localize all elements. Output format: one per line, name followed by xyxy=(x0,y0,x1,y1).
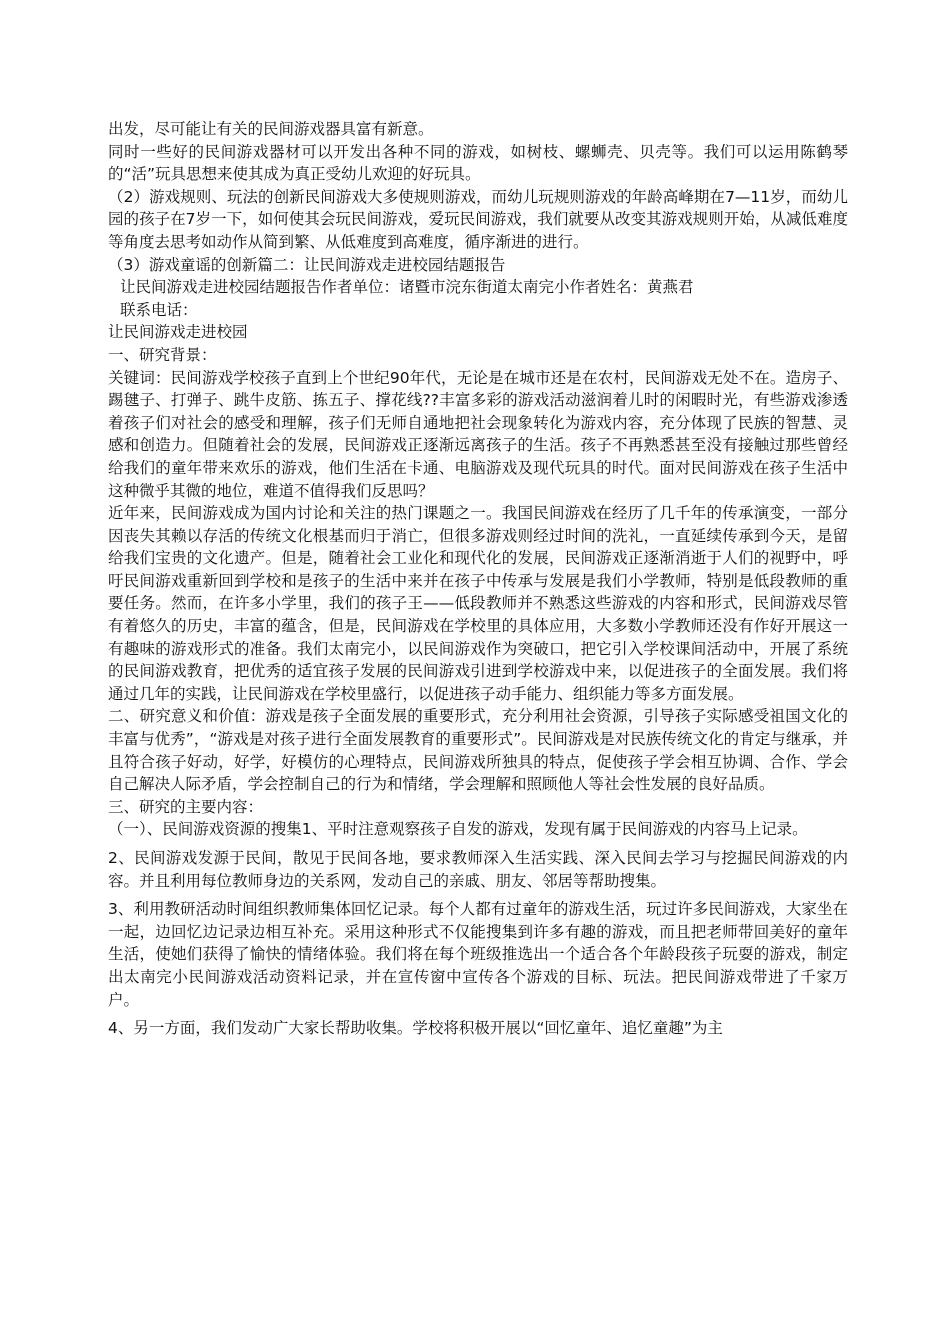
paragraph-continuation: 出发，尽可能让有关的民间游戏器具富有新意。 xyxy=(108,120,434,138)
paragraph-collection-item-3: 3、利用教研活动时间组织教师集体回忆记录。每个人都有过童年的游戏生活，玩过许多民间游戏，大家坐在一起，边回忆边记录边相互补充。采用这种形式不仅能搜集到许多有趣的游戏，而且把老师带回美好的童年生活，使她们获得了愉快的情绪体验。我们将在每个班级推选出一个适合各个年龄段孩子玩耍的游戏，制定出太南完小民间游戏活动资料记录，并在宣传窗中宣传各个游戏的目标、玩法。把民间游戏带进了千家万户。 xyxy=(108,900,848,1009)
section-main-content-heading: 三、研究的主要内容： xyxy=(108,797,264,816)
paragraph-collection-item-4: 4、另一方面，我们发动广大家长帮助收集。学校将积极开展以“回忆童年、追忆童趣”为主 xyxy=(108,1019,723,1038)
paragraph-keywords-background: 关键词：民间游戏学校孩子直到上个世纪90年代，无论是在城市还是在农村，民间游戏无处不在。造房子、踢毽子、打弹子、跳牛皮筋、拣五子、撑花线??丰富多彩的游戏活动滋润着儿时的闲暇时光，有些游戏渗透着孩子们对社会的感受和理解，孩子们无师自通地把社会现象转化为游戏内容，充分体现了民族的智慧、灵感和创造力。但随着社会的发展，民间游戏正逐渐远离孩子的生活。孩子不再熟悉甚至没有接触过那些曾经给我们的童年带来欢乐的游戏，他们生活在卡通、电脑游戏及现代玩具的时代。面对民间游戏在孩子生活中这种微乎其微的地位，难道不值得我们反思吗？ xyxy=(108,368,848,500)
paragraph-collection-item-2: 2、民间游戏发源于民间，散见于民间各地，要求教师深入生活实践、深入民间去学习与挖掘民间游戏的内容。并且利用每位教师身边的关系网，发动自己的亲戚、朋友、邻居等帮助搜集。 xyxy=(108,849,848,890)
paragraph-collection-item-1: （一）、民间游戏资源的搜集1、平时注意观察孩子自发的游戏，发现有属于民间游戏的内容马上记录。 xyxy=(108,820,808,839)
section-background-heading: 一、研究背景： xyxy=(108,345,217,364)
paragraph-toy-materials: 同时一些好的民间游戏器材可以开发出各种不同的游戏，如树枝、螺蛳壳、贝壳等。我们可以运用陈鹤琴的“活”玩具思想来使其成为真正受幼儿欢迎的好玩具。 xyxy=(108,142,848,184)
paragraph-rules-innovation: （2）游戏规则、玩法的创新民间游戏大多使规则游戏，而幼儿玩规则游戏的年龄高峰期在7—11岁，而幼儿园的孩子在7岁一下，如何使其会玩民间游戏，爱玩民间游戏，我们就要从改变其游戏规则开始，从减低难度等角度去思考如动作从简到繁、从低难度到高难度，循序渐进的进行。 xyxy=(108,187,848,251)
paragraph-recent-years: 近年来，民间游戏成为国内讨论和关注的热门课题之一。我国民间游戏在经历了几千年的传承演变，一部分因丧失其赖以存活的传统文化根基而归于消亡，但很多游戏则经过时间的洗礼，一直延续传承到今天，是留给我们宝贵的文化遗产。但是，随着社会工业化和现代化的发展，民间游戏正逐渐消逝于人们的视野中，呼吁民间游戏重新回到学校和是孩子的生活中来并在孩子中传承与发展是我们小学教师，特别是低段教师的重要任务。然而，在许多小学里，我们的孩子王——低段教师并不熟悉这些游戏的内容和形式，民间游戏尽管有着悠久的历史，丰富的蕴含，但是，民间游戏在学校里的具体应用，大多数小学教师还没有作好开展这一有趣味的游戏形式的准备。我们太南完小，以民间游戏作为突破口，把它引入学校课间活动中，开展了系统的民间游戏教育，把优秀的适宜孩子发展的民间游戏引进到学校游戏中来，以促进孩子的全面发展。我们将通过几年的实践，让民间游戏在学校里盛行，以促进孩子动手能力、组织能力等多方面发展。 xyxy=(108,504,848,703)
paragraph-significance: 二、研究意义和价值：游戏是孩子全面发展的重要形式，充分利用社会资源，引导孩子实际感受祖国文化的丰富与优秀”，“游戏是对孩子进行全面发展教育的重要形式”。民间游戏是对民族传统文化的肯定与继承，并且符合孩子好动，好学，好模仿的心理特点，民间游戏所独具的特点，促使孩子学会相互协调、合作、学会自己解决人际矛盾，学会控制自己的行为和情绪，学会理解和照顾他人等社会性发展的良好品质。 xyxy=(108,707,848,794)
report-title: 让民间游戏走进校园 xyxy=(108,323,248,342)
contact-phone-line: 联系电话： xyxy=(120,300,198,319)
document-page xyxy=(108,118,848,1040)
report-author-line: 让民间游戏走进校园结题报告作者单位：诸暨市浣东街道太南完小作者姓名：黄燕君 xyxy=(120,278,694,297)
paragraph-nursery-rhymes-heading: （3）游戏童谣的创新篇二：让民间游戏走进校园结题报告 xyxy=(108,255,506,274)
